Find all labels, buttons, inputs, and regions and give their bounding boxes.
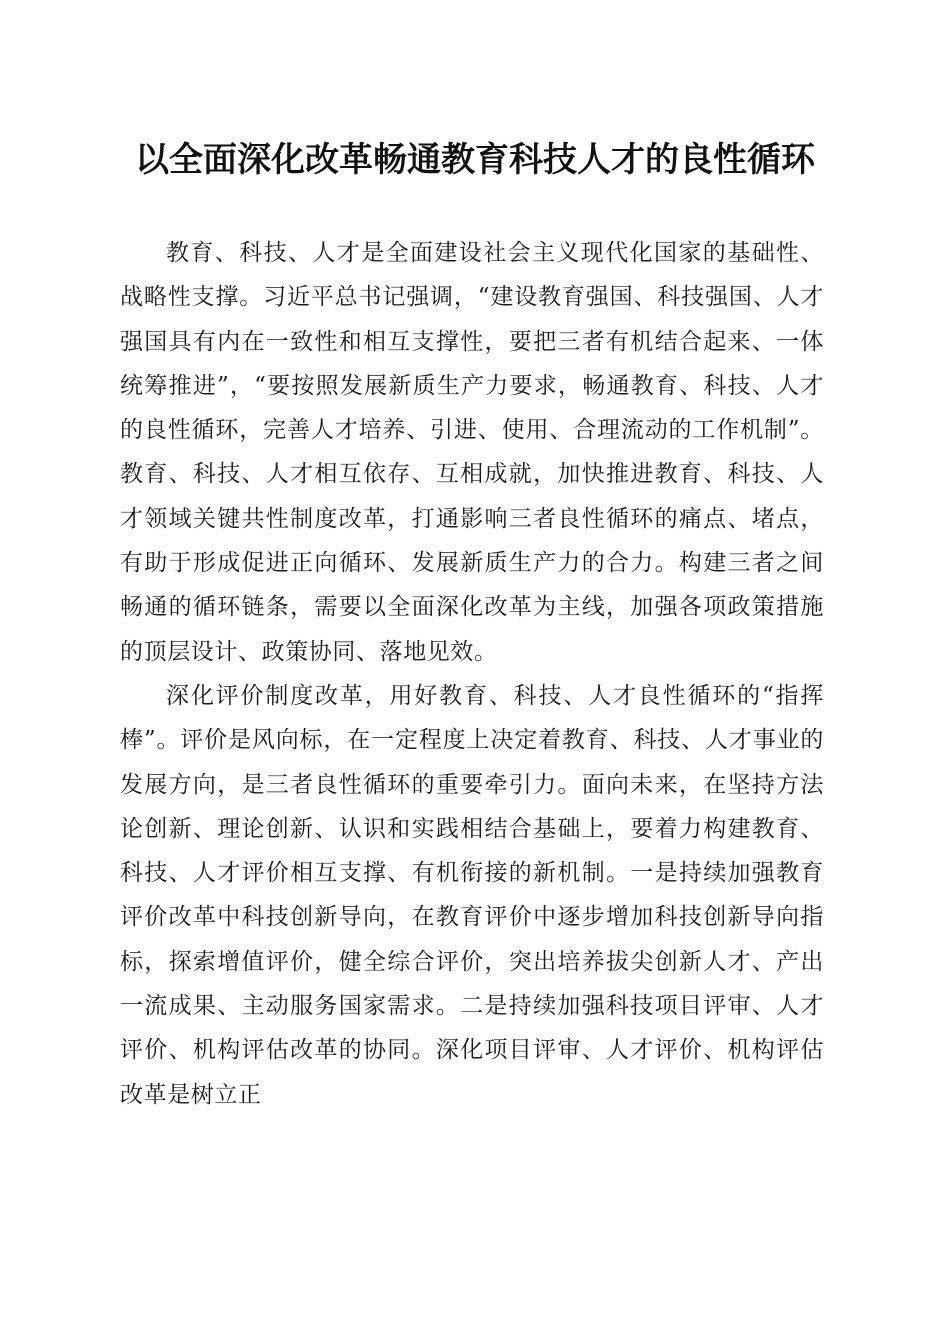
paragraph-1: 教育、科技、人才是全面建设社会主义现代化国家的基础性、战略性支撑。习近平总书记强调，“建设教育强国、科技强国、人才强国具有内在一致性和相互支撑性，要把三者有机结合起来、一体统筹推进”，“要按照发展新质生产力要求，畅通教育、科技、人才的良性循环，完善人才培养、引进、使用、合理流动的工作机制”。教育、科技、人才相互依存、互相成就，加快推进教育、科技、人才领域关键共性制度改革，打通影响三者良性循环的痛点、堵点，有助于形成促进正向循环、发展新质生产力的合力。构建三者之间畅通的循环链条，需要以全面深化改革为主线，加强各项政策措施的顶层设计、政策协同、落地见效。 — [120, 240, 824, 665]
document-body — [120, 231, 824, 1117]
document-title: 以全面深化改革畅通教育科技人才的良性循环 — [135, 140, 815, 180]
paragraph-2: 深化评价制度改革，用好教育、科技、人才良性循环的“指挥棒”。评价是风向标，在一定程度上决定着教育、科技、人才事业的发展方向，是三者良性循环的重要牵引力。面向未来，在坚持方法论创新、理论创新、认识和实践相结合基础上，要着力构建教育、科技、人才评价相互支撑、有机衔接的新机制。一是持续加强教育评价改革中科技创新导向，在教育评价中逐步增加科技创新导向指标，探索增值评价，健全综合评价，突出培养拔尖创新人才、产出一流成果、主动服务国家需求。二是持续加强科技项目评审、人才评价、机构评估改革的协同。深化项目评审、人才评价、机构评估改革是树立正 — [120, 682, 824, 1108]
